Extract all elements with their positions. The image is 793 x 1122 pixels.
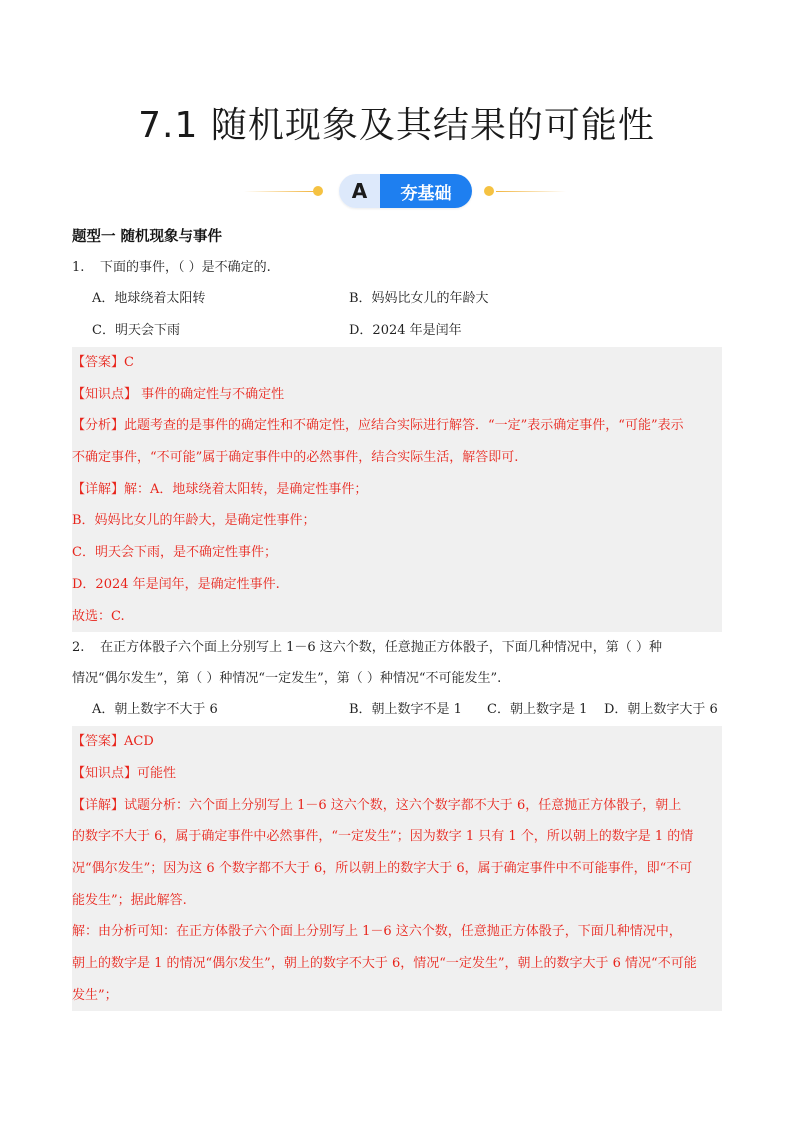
question-2-stem <box>72 632 722 663</box>
question-2-detail-line: 解：由分析可知：在正方体骰子六个面上分别写上 1－6 这六个数，任意抛正方体骰子，下面几种情况中， <box>72 924 682 940</box>
section-badge-row <box>0 174 793 208</box>
question-2-stem-continued <box>72 663 722 694</box>
level-badge <box>339 174 472 208</box>
badge-text: 夯基础 <box>380 174 472 208</box>
question-1-knowledge-point: 【知识点】 事件的确定性与不确定性 <box>72 386 285 402</box>
question-1-answer-block <box>72 347 722 632</box>
question-2-options-row <box>72 694 722 726</box>
question-1-detail-line: C．明天会下雨，是不确定性事件； <box>72 545 277 561</box>
section-heading: 题型一 随机现象与事件 <box>72 229 223 245</box>
question-2-option-a: A．朝上数字不大于 6 <box>92 702 218 718</box>
question-1-answer: 【答案】C <box>72 355 134 370</box>
question-2-detail-line: 况“偶尔发生”；因为这 6 个数字都不大于 6，所以朝上的数字大于 6，属于确定事件中不可能事件，即“不可 <box>72 860 693 876</box>
question-2-detail-line: 朝上的数字是 1 的情况“偶尔发生”，朝上的数字不大于 6，情况“一定发生”，朝上的数字大于 6 情况“不可能 <box>72 956 697 971</box>
question-1-detail-line: 故选：C. <box>72 608 125 624</box>
question-1-options-row-2 <box>72 315 722 347</box>
question-1-analysis-line: 【分析】此题考查的是事件的确定性和不确定性，应结合实际进行解答．“一定”表示确定事件，“可能”表示 <box>72 418 684 434</box>
page-title: 7.1 随机现象及其结果的可能性 <box>138 105 655 146</box>
question-2-number: 2. <box>72 640 85 656</box>
question-1-detail-line: 【详解】解：A．地球绕着太阳转，是确定性事件； <box>72 481 368 497</box>
question-2-knowledge-point: 【知识点】可能性 <box>72 765 177 781</box>
question-2-option-c: C．朝上数字是 1 <box>487 702 588 718</box>
decorative-dot-right <box>484 186 494 196</box>
question-2-option-d: D．朝上数字大于 6 <box>604 702 718 718</box>
question-2-answer: 【答案】ACD <box>72 734 154 750</box>
question-1-number: 1. <box>72 260 85 275</box>
question-1-detail-line: B．妈妈比女儿的年龄大，是确定性事件； <box>72 513 316 529</box>
question-2-detail-line: 能发生”；据此解答. <box>72 892 187 908</box>
decorative-line-left <box>244 191 314 192</box>
question-2-detail-line: 发生”； <box>72 987 118 1003</box>
question-1-stem <box>72 252 722 283</box>
decorative-line-right <box>496 191 566 192</box>
question-2-text-line: 在正方体骰子六个面上分别写上 1－6 这六个数，任意抛正方体骰子，下面几种情况中，第（ ）种 <box>100 640 662 656</box>
question-1-detail-line: D．2024 年是闰年，是确定性事件. <box>72 576 280 592</box>
question-2-answer-block <box>72 726 722 1011</box>
badge-letter: A <box>339 174 380 208</box>
question-2-option-b: B．朝上数字不是 1 <box>349 702 462 718</box>
question-1-option-d: D．2024 年是闰年 <box>349 323 462 338</box>
question-1-analysis-line: 不确定事件，“不可能”属于确定事件中的必然事件，结合实际生活，解答即可. <box>72 450 519 466</box>
question-1-text: 下面的事件，（ ）是不确定的. <box>100 260 271 275</box>
question-1-option-b: B．妈妈比女儿的年龄大 <box>349 291 489 306</box>
decorative-dot-left <box>313 186 323 196</box>
question-1-options-row-1 <box>72 283 722 315</box>
question-2-detail-line: 【详解】试题分析：六个面上分别写上 1－6 这六个数，这六个数字都不大于 6，任意抛正方体骰子，朝上 <box>72 797 682 813</box>
question-1-option-a: A．地球绕着太阳转 <box>92 291 206 306</box>
question-2-text-line: 情况“偶尔发生”，第（ ）种情况“一定发生”，第（ ）种情况“不可能发生”. <box>72 671 502 687</box>
question-1-option-c: C．明天会下雨 <box>92 323 180 338</box>
question-2-detail-line: 的数字不大于 6，属于确定事件中必然事件，“一定发生”；因为数字 1 只有 1 个，所以朝上的数字是 1 的情 <box>72 829 694 845</box>
document-body <box>72 222 722 1011</box>
